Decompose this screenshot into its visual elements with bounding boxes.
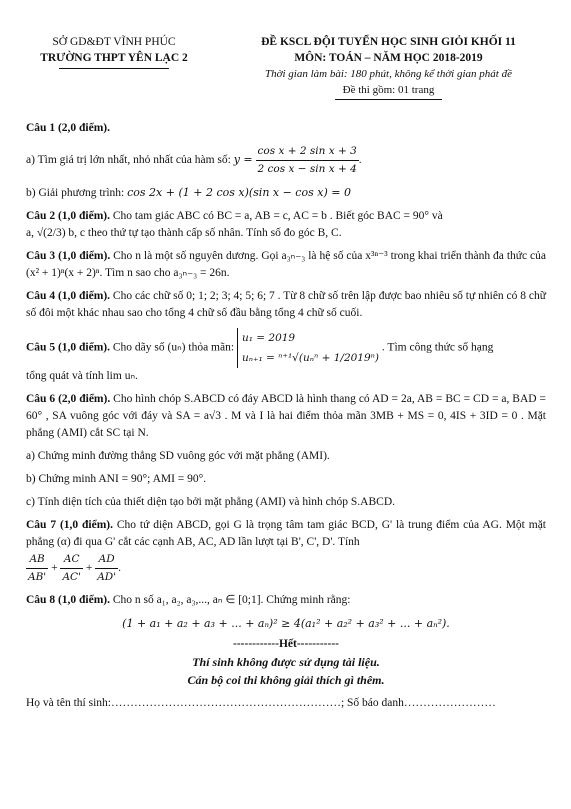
question-5-text-3: tổng quát và tính lim uₙ.: [26, 370, 138, 382]
question-8-text: Cho n số a₁, a₂, a₃,..., aₙ ∈ [0;1]. Chứng minh rằng:: [112, 594, 351, 606]
question-7-fraction-2: [60, 551, 83, 586]
question-1a-denominator: 2 cos x − sin x + 4: [257, 163, 357, 175]
question-4-text: Cho các chữ số 0; 1; 2; 3; 4; 5; 6; 7 . Từ 8 chữ số trên lập được bao nhiêu số tự nhiên có 8 chữ số đôi một khác nhau sao cho tổng 4 chữ số đầu bằng tổng 4 chữ số cuối.: [26, 290, 547, 319]
header-right: [226, 34, 551, 100]
question-1a-text: a) Tìm giá trị lớn nhất, nhỏ nhất của hàm số:: [26, 154, 231, 167]
question-7-fraction-1-num: AB: [26, 551, 48, 569]
exam-body: [26, 120, 546, 712]
question-2: [26, 208, 546, 242]
question-8-title: Câu 8 (1,0 điểm).: [26, 594, 111, 606]
question-6b: b) Chứng minh ANI = 90°; AMI = 90°.: [26, 473, 207, 485]
question-1b-equation: cos 2x + (1 + 2 cos x)(sin x − cos x) = 0: [127, 186, 351, 199]
question-7: Câu 7 (1,0 điểm). Cho tứ diện ABCD, gọi G là trọng tâm tam giác BCD, G' là trung điểm của AG. Một mặt phẳng (α) đi qua G' cắt các cạnh AB, AC, AD lần lượt tại B', C', D'. Tính $\frac{AB}{AB'}$ + $\frac{AC}{AC'}$ + $\frac{AD}{AD'}$ .: [26, 517, 546, 586]
question-7-fraction-2-num: AC: [60, 551, 83, 569]
question-5-system-line-1: u₁ = 2019: [241, 332, 296, 344]
question-5-system: [237, 328, 379, 368]
question-7-text: Cho tứ diện ABCD, gọi G là trọng tâm tam giác BCD, G' là trung điểm của AG. Một mặt phẳng (α) đi qua G' cắt các cạnh AB, AC, AD lần lượt tại B', C', D'. Tính: [26, 519, 546, 548]
question-7-fraction-1: [26, 551, 48, 586]
end-marker: ------------Hết-----------: [233, 638, 339, 650]
question-3-title: Câu 3 (1,0 điểm).: [26, 250, 111, 262]
question-6-title: Câu 6 (2,0 điểm).: [26, 393, 111, 405]
exam-subject: MÔN: TOÁN – NĂM HỌC 2018-2019: [294, 52, 483, 64]
school-name: TRƯỜNG THPT YÊN LẠC 2: [40, 52, 188, 64]
question-1-title: Câu 1 (2,0 điểm).: [26, 122, 111, 134]
question-1a-numerator: cos x + 2 sin x + 3: [256, 143, 359, 161]
question-8: [26, 592, 546, 609]
question-7-fraction-3: [95, 551, 118, 586]
question-1b: [26, 184, 546, 202]
question-1: [26, 120, 546, 137]
header-left: [24, 34, 204, 69]
question-5-text-1: Cho dãy số (uₙ) thỏa mãn:: [112, 341, 235, 354]
note-no-explanation: Cán bộ coi thi không giải thích gì thêm.: [187, 673, 385, 687]
question-3-text: Cho n là một số nguyên dương. Gọi a₃ₙ₋₃ là hệ số của x³ⁿ⁻³ trong khai triển thành đa thức của (x² + 1)ⁿ(x + 2)ⁿ. Tìm n sao cho a₃ₙ₋₃ = 26n.: [26, 250, 546, 279]
question-4-title: Câu 4 (1,0 điểm).: [26, 290, 111, 302]
question-7-title: Câu 7 (1,0 điểm).: [26, 519, 114, 531]
question-6c: c) Tính diện tích của thiết diện tạo bởi mặt phẳng (AMI) và hình chóp S.ABCD.: [26, 496, 396, 508]
question-5-text-2: . Tìm công thức số hạng: [381, 341, 494, 354]
question-2-text-1: Cho tam giác ABC có BC = a, AB = c, AC = b . Biết góc BAC = 90° và: [112, 210, 443, 222]
exam-time-note: Thời gian làm bài: 180 phút, không kể thời gian phát đề: [264, 68, 512, 80]
question-2-text-2: a, √(2/3) b, c theo thứ tự tạo thành cấp số nhân. Tính số đo góc B, C.: [26, 227, 342, 239]
question-7-fraction-3-num: AD: [95, 551, 118, 569]
question-7-fraction-2-den: AC': [62, 571, 81, 583]
note-no-materials: Thí sinh không được sử dụng tài liệu.: [192, 655, 380, 669]
question-7-fraction-3-den: AD': [97, 571, 117, 583]
question-5-system-line-2: uₙ₊₁ = ⁿ⁺¹√(uₙⁿ + 1/2019ⁿ): [241, 352, 380, 364]
question-6-text: Cho hình chóp S.ABCD có đáy ABCD là hình thang có AD = 2a, AB = BC = CD = a, BAD = 60° , SA vuông góc với đáy và SA = a√3 . M và I là hai điểm thỏa mãn 3MB + MS = 0, 4IS + 3ID = 0 . Mặt phẳng (AMI) cắt SC tại N.: [26, 393, 547, 439]
exam-title: ĐỀ KSCL ĐỘI TUYỂN HỌC SINH GIỎI KHỐI 11: [261, 36, 516, 48]
exam-pages-note: Đề thi gồm: 01 trang: [335, 82, 443, 100]
question-6: [26, 391, 546, 442]
department-name: SỞ GD&ĐT VĨNH PHÚC: [52, 36, 176, 48]
question-5-title: Câu 5 (1,0 điểm).: [26, 341, 111, 354]
question-3: [26, 248, 546, 282]
question-2-title: Câu 2 (1,0 điểm).: [26, 210, 111, 222]
question-1b-text: b) Giải phương trình:: [26, 187, 125, 199]
question-1a-fraction: [256, 143, 359, 178]
question-4: [26, 288, 546, 322]
candidate-info-line: Họ và tên thí sinh:……………………………………………………; Số báo danh……………………: [26, 697, 496, 709]
question-1a-lhs: y =: [233, 153, 253, 167]
question-1a: a) Tìm giá trị lớn nhất, nhỏ nhất của hàm số: y = $\frac{\text{cos x + 2 sin x + 3}}{\text{2 cos x − sin x + 4}}$ .: [26, 143, 546, 178]
question-6a: a) Chứng minh đường thẳng SD vuông góc với mặt phẳng (AMI).: [26, 450, 330, 462]
header-underline: [59, 68, 169, 69]
question-5: [26, 328, 546, 385]
question-7-fraction-1-den: AB': [28, 571, 47, 583]
question-8-inequality: (1 + a₁ + a₂ + a₃ + ... + aₙ)² ≥ 4(a₁² + a₂² + a₃² + ... + aₙ²).: [122, 617, 450, 630]
